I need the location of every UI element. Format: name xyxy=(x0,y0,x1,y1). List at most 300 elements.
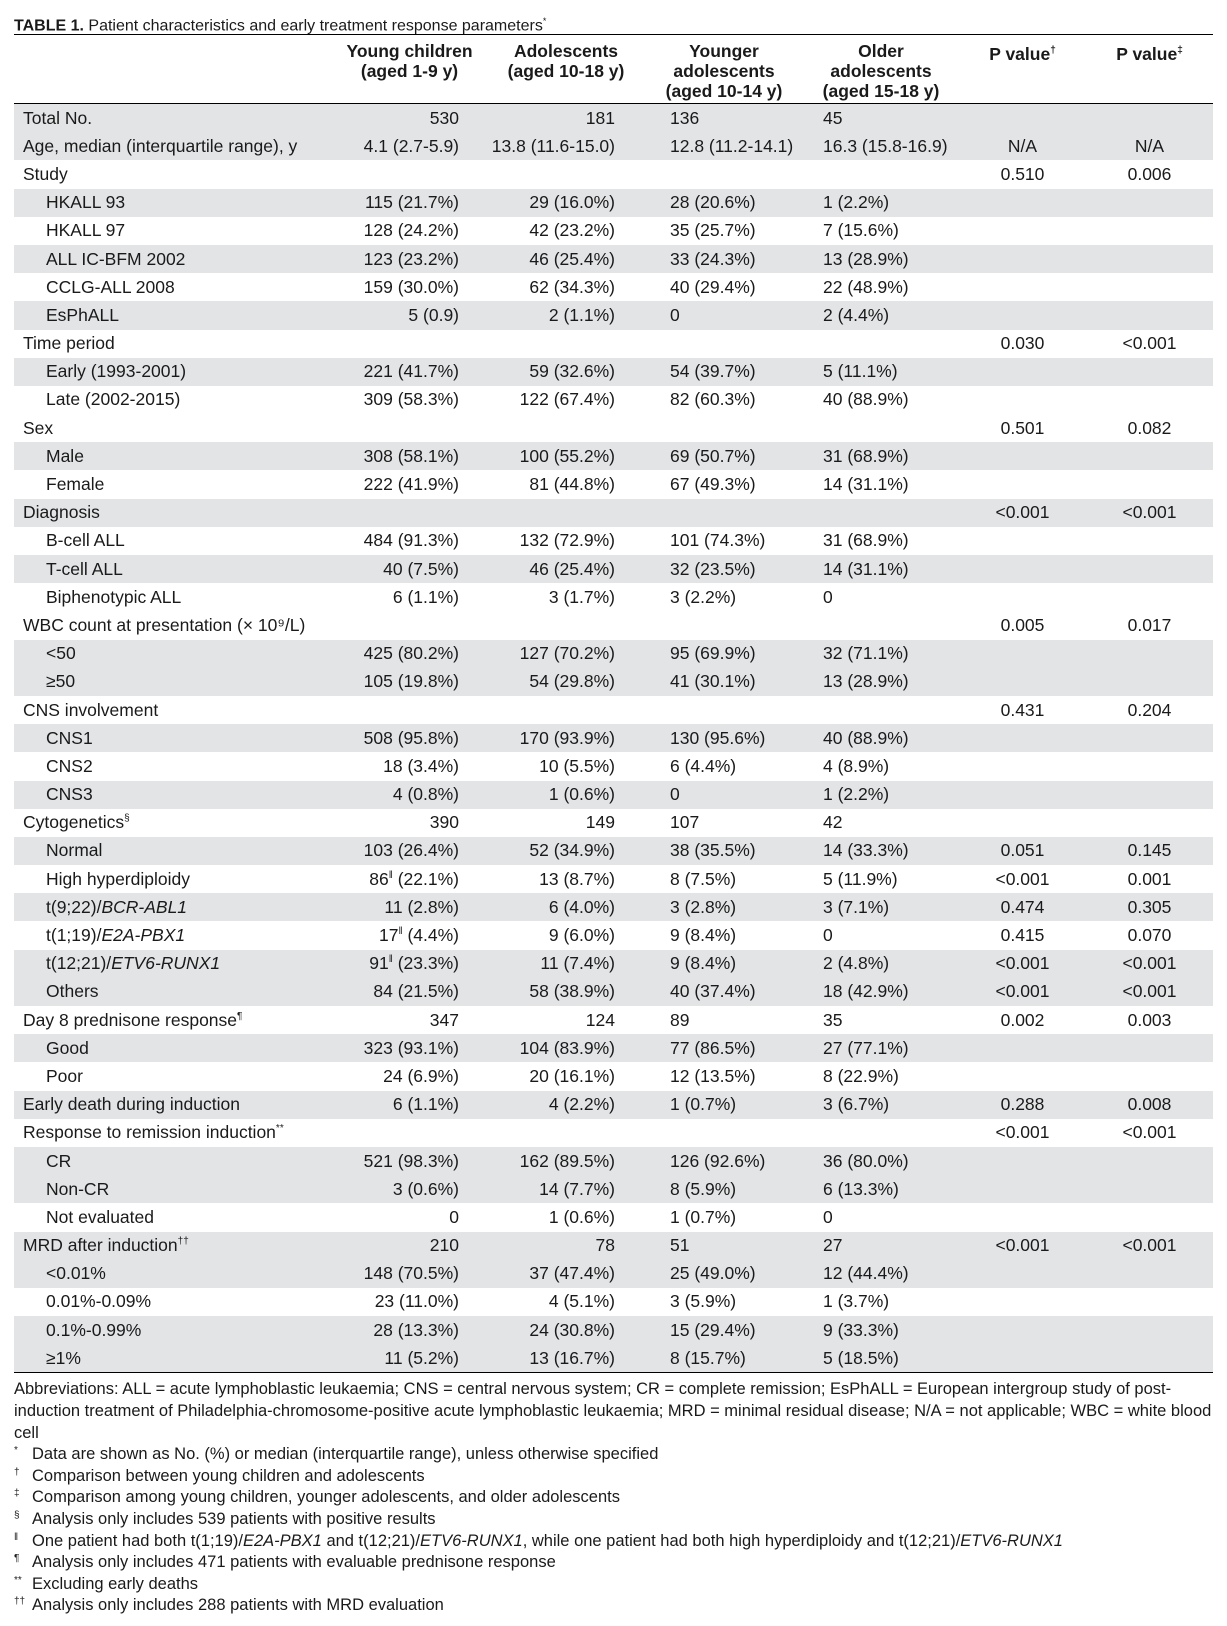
young-children-cell: 323 (93.1%) xyxy=(332,1034,487,1062)
adolescents-cell: 62 (34.3%) xyxy=(529,276,615,297)
p-value-2-cell xyxy=(1086,189,1213,217)
p-value-1-cell xyxy=(959,1260,1086,1288)
table-row xyxy=(14,442,1213,470)
table-row xyxy=(14,1034,1213,1062)
older-adolescents-cell: 3 (6.7%) xyxy=(803,1091,959,1119)
older-adolescents-cell: 31 (68.9%) xyxy=(803,442,959,470)
older-adolescents-cell: 5 (11.1%) xyxy=(803,358,959,386)
older-adolescents-cell: 12 (44.4%) xyxy=(803,1260,959,1288)
young-children-cell: 159 (30.0%) xyxy=(363,276,459,297)
young-children-cell: 4 (0.8%) xyxy=(332,781,487,809)
older-adolescents-cell xyxy=(803,160,959,188)
adolescents-cell: 46 (25.4%) xyxy=(487,245,645,273)
older-adolescents-cell: 8 (22.9%) xyxy=(823,1065,899,1086)
p-value-2-cell xyxy=(1086,273,1213,301)
row-label: Female xyxy=(46,474,105,495)
adolescents-cell: 29 (16.0%) xyxy=(487,189,645,217)
older-adolescents-cell xyxy=(803,499,959,527)
row-label: HKALL 97 xyxy=(46,220,126,241)
younger-adolescents-cell: 35 (25.7%) xyxy=(670,220,756,241)
younger-adolescents-cell: 0 xyxy=(645,781,803,809)
younger-adolescents-cell: 0 xyxy=(645,301,803,329)
p-value-2-cell xyxy=(1086,583,1213,611)
table-row xyxy=(14,132,1213,160)
row-label: CNS3 xyxy=(14,781,332,809)
younger-adolescents-cell: 3 (5.9%) xyxy=(670,1291,737,1312)
p-value-1-cell: 0.474 xyxy=(959,893,1086,921)
table-number: TABLE 1. xyxy=(14,17,84,35)
table-row xyxy=(14,1175,1213,1203)
younger-adolescents-cell: 3 (2.2%) xyxy=(670,586,737,607)
p-value-2-cell xyxy=(1086,752,1213,780)
table-row xyxy=(14,583,1213,611)
p-value-1-cell: <0.001 xyxy=(959,499,1086,527)
row-label: Response to remission induction** xyxy=(23,1122,284,1143)
footnote-item: ‖ One patient had both t(1;19)/E2A-PBX1 and t(12;21)/ETV6-RUNX1, while one patient had both high hyperdiploidy and t(12;21)/ETV6-RUNX1 xyxy=(14,1531,1063,1550)
row-label: <0.01% xyxy=(14,1260,332,1288)
p-value-2-cell: 0.145 xyxy=(1086,837,1213,865)
younger-adolescents-cell: 32 (23.5%) xyxy=(645,555,803,583)
older-adolescents-cell: 0 xyxy=(823,925,833,946)
row-label: Diagnosis xyxy=(14,499,332,527)
adolescents-cell: 1 (0.6%) xyxy=(487,781,645,809)
older-adolescents-cell: 18 (42.9%) xyxy=(803,978,959,1006)
young-children-cell: 115 (21.7%) xyxy=(332,189,487,217)
row-label: ≥1% xyxy=(14,1344,332,1372)
older-adolescents-cell: 5 (11.9%) xyxy=(823,868,898,889)
younger-adolescents-cell: 1 (0.7%) xyxy=(645,1091,803,1119)
adolescents-cell: 13 (16.7%) xyxy=(487,1344,645,1372)
p-value-1-cell: 0.005 xyxy=(1000,614,1045,635)
young-children-cell: 28 (13.3%) xyxy=(332,1316,487,1344)
p-value-1-cell: <0.001 xyxy=(959,978,1086,1006)
younger-adolescents-cell: 101 (74.3%) xyxy=(670,530,766,551)
table-row xyxy=(14,893,1213,921)
young-children-cell xyxy=(332,611,487,639)
p-value-1-cell xyxy=(959,583,1086,611)
older-adolescents-cell: 14 (33.3%) xyxy=(803,837,959,865)
header-characteristic xyxy=(14,35,332,104)
younger-adolescents-cell xyxy=(645,1119,803,1147)
younger-adolescents-cell xyxy=(645,696,803,724)
p-value-1-cell xyxy=(959,1175,1086,1203)
p-value-2-cell xyxy=(1086,724,1213,752)
p-value-1-cell xyxy=(959,781,1086,809)
p-value-2-cell xyxy=(1086,809,1213,837)
table-row xyxy=(14,1091,1213,1119)
young-children-cell: 11 (2.8%) xyxy=(332,893,487,921)
younger-adolescents-cell: 67 (49.3%) xyxy=(670,474,756,495)
adolescents-cell: 78 xyxy=(487,1232,645,1260)
p-value-2-cell xyxy=(1086,527,1213,555)
young-children-cell: 3 (0.6%) xyxy=(332,1175,487,1203)
older-adolescents-cell: 2 (4.4%) xyxy=(803,301,959,329)
table-row xyxy=(14,921,1213,949)
p-value-2-cell xyxy=(1086,1203,1213,1231)
p-value-2-cell: <0.001 xyxy=(1086,978,1213,1006)
older-adolescents-cell: 27 xyxy=(803,1232,959,1260)
table-row xyxy=(14,386,1213,414)
table-body xyxy=(14,104,1213,1373)
footnote-item: †† Analysis only includes 288 patients with MRD evaluation xyxy=(14,1596,444,1615)
young-children-cell xyxy=(332,160,487,188)
younger-adolescents-cell: 1 (0.7%) xyxy=(670,1206,737,1227)
table-row xyxy=(14,189,1213,217)
older-adolescents-cell xyxy=(803,1119,959,1147)
younger-adolescents-cell: 8 (5.9%) xyxy=(645,1175,803,1203)
p-value-1-cell xyxy=(959,1147,1086,1175)
young-children-cell: 103 (26.4%) xyxy=(332,837,487,865)
p-value-2-cell xyxy=(1086,555,1213,583)
header-p-value-2: P value‡ xyxy=(1116,43,1183,64)
younger-adolescents-cell xyxy=(645,330,803,358)
table-row xyxy=(14,1288,1213,1316)
row-label: HKALL 93 xyxy=(14,189,332,217)
patient-characteristics-table xyxy=(14,35,1213,1372)
p-value-2-cell xyxy=(1086,442,1213,470)
row-label: Early death during induction xyxy=(14,1091,332,1119)
row-label: t(1;19)/E2A-PBX1 xyxy=(46,925,186,946)
older-adolescents-cell: 1 (2.2%) xyxy=(803,781,959,809)
p-value-1-cell xyxy=(959,245,1086,273)
row-label: Others xyxy=(14,978,332,1006)
row-label: Poor xyxy=(46,1065,83,1086)
table-row xyxy=(14,1203,1213,1231)
table-row xyxy=(14,1147,1213,1175)
young-children-cell: 390 xyxy=(429,812,459,833)
table-row xyxy=(14,1232,1213,1260)
older-adolescents-cell: 4 (8.9%) xyxy=(823,755,890,776)
older-adolescents-cell: 36 (80.0%) xyxy=(803,1147,959,1175)
p-value-1-cell: <0.001 xyxy=(959,950,1086,978)
younger-adolescents-cell: 40 (37.4%) xyxy=(645,978,803,1006)
younger-adolescents-cell: 54 (39.7%) xyxy=(645,358,803,386)
adolescents-cell: 37 (47.4%) xyxy=(487,1260,645,1288)
footnote-item: ¶ Analysis only includes 471 patients with evaluable prednisone response xyxy=(14,1553,556,1572)
row-label: Male xyxy=(14,442,332,470)
p-value-1-cell: 0.030 xyxy=(1000,333,1045,354)
adolescents-cell: 6 (4.0%) xyxy=(487,893,645,921)
p-value-1-cell xyxy=(959,668,1086,696)
p-value-1-cell xyxy=(959,724,1086,752)
p-value-2-cell xyxy=(1086,640,1213,668)
older-adolescents-cell: 16.3 (15.8-16.9) xyxy=(803,132,959,160)
p-value-1-cell: <0.001 xyxy=(959,1232,1086,1260)
older-adolescents-cell: 7 (15.6%) xyxy=(823,220,899,241)
table-row xyxy=(14,752,1213,780)
adolescents-cell: 13.8 (11.6-15.0) xyxy=(487,132,645,160)
adolescents-cell xyxy=(487,330,645,358)
table-row xyxy=(14,668,1213,696)
younger-adolescents-cell: 89 xyxy=(670,1009,690,1030)
p-value-1-cell xyxy=(959,386,1086,414)
adolescents-cell: 132 (72.9%) xyxy=(519,530,615,551)
row-label: CCLG-ALL 2008 xyxy=(46,276,175,297)
row-label: Age, median (interquartile range), y xyxy=(14,132,332,160)
p-value-1-cell: <0.001 xyxy=(995,1122,1050,1143)
p-value-1-cell xyxy=(959,358,1086,386)
table-row xyxy=(14,781,1213,809)
row-label: Early (1993-2001) xyxy=(14,358,332,386)
p-value-2-cell xyxy=(1086,668,1213,696)
young-children-cell: 530 xyxy=(332,104,487,133)
row-label: CNS2 xyxy=(46,755,93,776)
table-row xyxy=(14,470,1213,498)
row-label: Cytogenetics§ xyxy=(23,812,130,833)
young-children-cell: 84 (21.5%) xyxy=(332,978,487,1006)
older-adolescents-cell xyxy=(803,611,959,639)
p-value-2-cell: <0.001 xyxy=(1086,950,1213,978)
p-value-2-cell xyxy=(1086,1147,1213,1175)
row-label: Study xyxy=(23,163,68,184)
table-row xyxy=(14,611,1213,639)
young-children-cell xyxy=(332,1119,487,1147)
p-value-2-cell: 0.003 xyxy=(1127,1009,1172,1030)
p-value-1-cell xyxy=(959,809,1086,837)
p-value-2-cell: N/A xyxy=(1086,132,1213,160)
younger-adolescents-cell: 41 (30.1%) xyxy=(645,668,803,696)
older-adolescents-cell: 32 (71.1%) xyxy=(803,640,959,668)
young-children-cell: 128 (24.2%) xyxy=(363,220,459,241)
row-label: ≥50 xyxy=(14,668,332,696)
younger-adolescents-cell: 8 (15.7%) xyxy=(645,1344,803,1372)
young-children-cell: 5 (0.9) xyxy=(332,301,487,329)
p-value-2-cell: <0.001 xyxy=(1086,499,1213,527)
young-children-cell xyxy=(332,330,487,358)
adolescents-cell: 10 (5.5%) xyxy=(539,755,615,776)
row-label: Day 8 prednisone response¶ xyxy=(23,1009,243,1030)
younger-adolescents-cell: 126 (92.6%) xyxy=(645,1147,803,1175)
p-value-1-cell: 0.501 xyxy=(1000,417,1045,438)
footnotes xyxy=(14,1379,1213,1617)
p-value-1-cell: 0.510 xyxy=(1000,163,1045,184)
young-children-cell: 17‖ (4.4%) xyxy=(378,925,459,946)
header-younger-adolescents: Younger adolescents (aged 10-14 y) xyxy=(665,41,783,101)
adolescents-cell: 1 (0.6%) xyxy=(548,1206,615,1227)
older-adolescents-cell: 45 xyxy=(803,104,959,133)
older-adolescents-cell: 22 (48.9%) xyxy=(823,276,909,297)
young-children-cell: 6 (1.1%) xyxy=(392,586,459,607)
table-row xyxy=(14,104,1213,133)
p-value-2-cell: <0.001 xyxy=(1122,333,1177,354)
younger-adolescents-cell: 12.8 (11.2-14.1) xyxy=(645,132,803,160)
p-value-2-cell: 0.001 xyxy=(1127,868,1172,889)
older-adolescents-cell: 2 (4.8%) xyxy=(803,950,959,978)
table-row xyxy=(14,865,1213,893)
table-row xyxy=(14,217,1213,245)
table-row xyxy=(14,414,1213,442)
older-adolescents-cell xyxy=(803,696,959,724)
table-row xyxy=(14,273,1213,301)
table-row xyxy=(14,499,1213,527)
bottom-rule xyxy=(14,1372,1213,1373)
older-adolescents-cell: 27 (77.1%) xyxy=(803,1034,959,1062)
adolescents-cell: 122 (67.4%) xyxy=(519,389,615,410)
older-adolescents-cell: 9 (33.3%) xyxy=(803,1316,959,1344)
row-label: Sex xyxy=(23,417,54,438)
adolescents-cell: 54 (29.8%) xyxy=(487,668,645,696)
young-children-cell: 91‖ (23.3%) xyxy=(332,950,487,978)
adolescents-cell: 59 (32.6%) xyxy=(487,358,645,386)
younger-adolescents-cell: 9 (8.4%) xyxy=(645,950,803,978)
row-label: Time period xyxy=(23,333,115,354)
p-value-2-cell xyxy=(1086,1034,1213,1062)
younger-adolescents-cell xyxy=(645,499,803,527)
adolescents-cell: 14 (7.7%) xyxy=(487,1175,645,1203)
young-children-cell: 11 (5.2%) xyxy=(332,1344,487,1372)
row-label: 0.1%-0.99% xyxy=(14,1316,332,1344)
row-label: t(12;21)/ETV6-RUNX1 xyxy=(14,950,332,978)
adolescents-cell: 4 (2.2%) xyxy=(487,1091,645,1119)
table-row xyxy=(14,640,1213,668)
older-adolescents-cell: 40 (88.9%) xyxy=(803,724,959,752)
p-value-1-cell xyxy=(959,470,1086,498)
table-page xyxy=(14,0,1213,1617)
row-label: Non-CR xyxy=(14,1175,332,1203)
adolescents-cell: 4 (5.1%) xyxy=(548,1291,615,1312)
table-row xyxy=(14,245,1213,273)
p-value-2-cell: <0.001 xyxy=(1122,1122,1177,1143)
adolescents-cell: 9 (6.0%) xyxy=(548,925,615,946)
adolescents-cell: 58 (38.9%) xyxy=(487,978,645,1006)
younger-adolescents-cell: 69 (50.7%) xyxy=(645,442,803,470)
young-children-cell: 508 (95.8%) xyxy=(332,724,487,752)
older-adolescents-cell: 3 (7.1%) xyxy=(803,893,959,921)
p-value-1-cell xyxy=(959,104,1086,133)
header-p-value-1: P value† xyxy=(989,43,1056,64)
adolescents-cell: 100 (55.2%) xyxy=(487,442,645,470)
p-value-2-cell xyxy=(1086,386,1213,414)
young-children-cell: 123 (23.2%) xyxy=(332,245,487,273)
table-row xyxy=(14,1344,1213,1372)
younger-adolescents-cell: 77 (86.5%) xyxy=(645,1034,803,1062)
p-value-2-cell xyxy=(1086,104,1213,133)
p-value-2-cell: 0.006 xyxy=(1127,163,1172,184)
younger-adolescents-cell: 15 (29.4%) xyxy=(645,1316,803,1344)
row-label: CNS involvement xyxy=(23,699,159,720)
table-row xyxy=(14,301,1213,329)
older-adolescents-cell: 5 (18.5%) xyxy=(803,1344,959,1372)
header-row xyxy=(14,35,1213,104)
p-value-1-cell xyxy=(959,555,1086,583)
p-value-2-cell xyxy=(1086,1288,1213,1316)
younger-adolescents-cell: 130 (95.6%) xyxy=(645,724,803,752)
p-value-1-cell xyxy=(959,752,1086,780)
older-adolescents-cell: 0 xyxy=(823,1206,833,1227)
p-value-2-cell: <0.001 xyxy=(1086,1232,1213,1260)
p-value-1-cell: <0.001 xyxy=(995,868,1050,889)
p-value-2-cell xyxy=(1086,781,1213,809)
adolescents-cell: 13 (8.7%) xyxy=(539,868,615,889)
younger-adolescents-cell: 28 (20.6%) xyxy=(645,189,803,217)
p-value-2-cell: 0.017 xyxy=(1127,614,1172,635)
young-children-cell: 221 (41.7%) xyxy=(332,358,487,386)
adolescents-cell: 46 (25.4%) xyxy=(487,555,645,583)
abbreviations-note: Abbreviations: ALL = acute lymphoblastic leukaemia; CNS = central nervous system; CR = complete remission; EsPhALL = European intergroup study of post-induction treatment of Philadelphia-chromosome-positive acute lymphoblastic leukaemia; MRD = minimal residual disease; N/A = not applicable; WBC = white blood cell xyxy=(14,1380,1212,1442)
older-adolescents-cell: 35 xyxy=(823,1009,843,1030)
adolescents-cell xyxy=(487,160,645,188)
adolescents-cell: 11 (7.4%) xyxy=(487,950,645,978)
footnote-item: § Analysis only includes 539 patients with positive results xyxy=(14,1510,436,1528)
young-children-cell: 23 (11.0%) xyxy=(374,1291,459,1312)
row-label: WBC count at presentation (× 10⁹/L) xyxy=(23,614,306,635)
older-adolescents-cell xyxy=(803,414,959,442)
older-adolescents-cell xyxy=(803,330,959,358)
row-label: Normal xyxy=(14,837,332,865)
p-value-1-cell xyxy=(959,442,1086,470)
p-value-1-cell xyxy=(959,189,1086,217)
adolescents-cell: 3 (1.7%) xyxy=(548,586,615,607)
table-row xyxy=(14,950,1213,978)
p-value-1-cell: N/A xyxy=(959,132,1086,160)
older-adolescents-cell: 40 (88.9%) xyxy=(823,389,909,410)
footnote-item: * Data are shown as No. (%) or median (interquartile range), unless otherwise specified xyxy=(14,1445,659,1464)
adolescents-cell: 127 (70.2%) xyxy=(487,640,645,668)
row-label: Not evaluated xyxy=(46,1206,154,1227)
young-children-cell: 308 (58.1%) xyxy=(332,442,487,470)
p-value-2-cell xyxy=(1086,1175,1213,1203)
younger-adolescents-cell: 25 (49.0%) xyxy=(645,1260,803,1288)
younger-adolescents-cell: 95 (69.9%) xyxy=(645,640,803,668)
table-row xyxy=(14,724,1213,752)
adolescents-cell: 24 (30.8%) xyxy=(487,1316,645,1344)
adolescents-cell: 20 (16.1%) xyxy=(529,1065,615,1086)
footnote-list xyxy=(14,1444,1213,1617)
footnote-item: ** Excluding early deaths xyxy=(14,1574,199,1593)
table-row xyxy=(14,1316,1213,1344)
p-value-1-cell xyxy=(959,640,1086,668)
p-value-2-cell: 0.082 xyxy=(1127,417,1172,438)
p-value-2-cell xyxy=(1086,358,1213,386)
p-value-2-cell: 0.305 xyxy=(1086,893,1213,921)
p-value-2-cell xyxy=(1086,1260,1213,1288)
header-adolescents: Adolescents (aged 10-18 y) xyxy=(507,41,625,81)
row-label: Good xyxy=(14,1034,332,1062)
older-adolescents-cell: 6 (13.3%) xyxy=(803,1175,959,1203)
p-value-1-cell xyxy=(959,1316,1086,1344)
p-value-1-cell xyxy=(959,1288,1086,1316)
p-value-2-cell xyxy=(1086,245,1213,273)
young-children-cell: 86‖ (22.1%) xyxy=(369,868,459,889)
row-label: ALL IC-BFM 2002 xyxy=(14,245,332,273)
table-title xyxy=(14,8,1213,34)
p-value-1-cell: 0.002 xyxy=(1000,1009,1045,1030)
p-value-1-cell xyxy=(959,1062,1086,1090)
young-children-cell: 210 xyxy=(332,1232,487,1260)
row-label: Late (2002-2015) xyxy=(46,389,181,410)
title-footnote-mark: * xyxy=(542,16,547,26)
row-label: B-cell ALL xyxy=(46,530,125,551)
row-label: t(9;22)/BCR-ABL1 xyxy=(14,893,332,921)
p-value-2-cell xyxy=(1086,217,1213,245)
young-children-cell: 484 (91.3%) xyxy=(363,530,459,551)
older-adolescents-cell: 1 (3.7%) xyxy=(823,1291,890,1312)
table-row xyxy=(14,1119,1213,1147)
adolescents-cell xyxy=(487,696,645,724)
row-label: Total No. xyxy=(14,104,332,133)
adolescents-cell: 124 xyxy=(585,1009,615,1030)
younger-adolescents-cell: 33 (24.3%) xyxy=(645,245,803,273)
header-young-children: Young children (aged 1-9 y) xyxy=(346,41,473,81)
table-row xyxy=(14,1006,1213,1034)
p-value-1-cell: 0.288 xyxy=(959,1091,1086,1119)
table-row xyxy=(14,1260,1213,1288)
older-adolescents-cell: 13 (28.9%) xyxy=(803,245,959,273)
p-value-2-cell xyxy=(1086,301,1213,329)
young-children-cell: 24 (6.9%) xyxy=(383,1065,459,1086)
younger-adolescents-cell xyxy=(645,414,803,442)
older-adolescents-cell: 14 (31.1%) xyxy=(803,555,959,583)
